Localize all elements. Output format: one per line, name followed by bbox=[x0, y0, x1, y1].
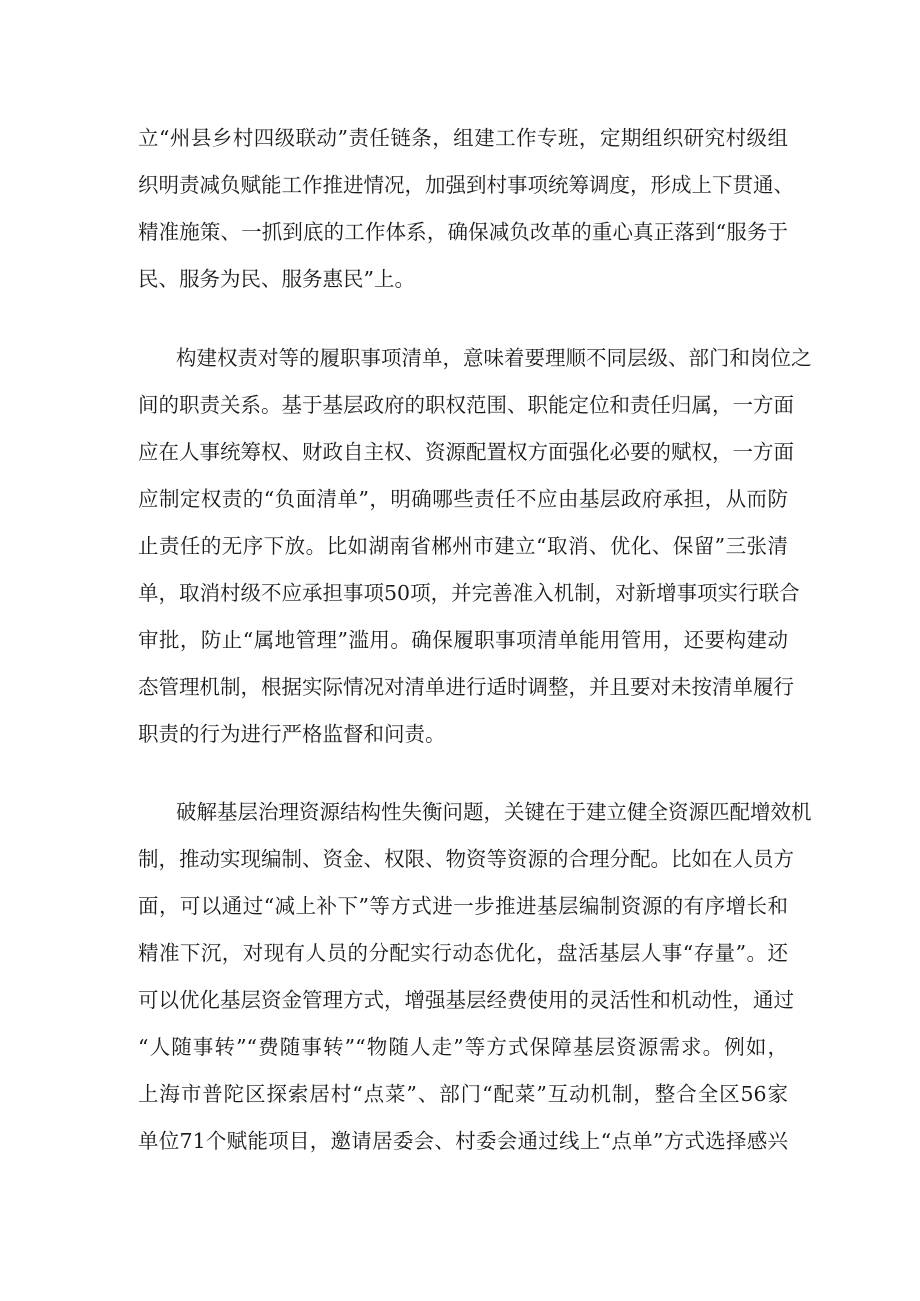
paragraph-line: 面，可以通过“减上补下”等方式进一步推进基层编制资源的有序增长和 bbox=[138, 894, 788, 918]
paragraph-line: 织明责减负赋能工作推进情况，加强到村事项统筹调度，形成上下贯通、 bbox=[138, 173, 794, 197]
paragraph-line: 精准施策、一抓到底的工作体系，确保减负改革的重心真正落到“服务于 bbox=[138, 220, 788, 244]
paragraph-line: 制，推动实现编制、资金、权限、物资等资源的合理分配。比如在人员方 bbox=[138, 847, 794, 871]
paragraph-line: 应制定权责的“负面清单”，明确哪些责任不应由基层政府承担，从而防 bbox=[138, 487, 788, 511]
paragraph-line: 应在人事统筹权、财政自主权、资源配置权方面强化必要的赋权，一方面 bbox=[138, 440, 794, 464]
paragraph-line: 单位71个赋能项目，邀请居委会、村委会通过线上“点单”方式选择感兴 bbox=[138, 1129, 788, 1153]
paragraph-line: 可以优化基层资金管理方式，增强基层经费使用的灵活性和机动性，通过 bbox=[138, 988, 794, 1012]
paragraph-line: 职责的行为进行严格监督和问责。 bbox=[138, 722, 446, 746]
paragraph-line: 破解基层治理资源结构性失衡问题，关键在于建立健全资源匹配增效机 bbox=[176, 800, 812, 824]
paragraph-line: 间的职责关系。基于基层政府的职权范围、职能定位和责任归属，一方面 bbox=[138, 393, 794, 417]
paragraph-line: 审批，防止“属地管理”滥用。确保履职事项清单能用管用，还要构建动 bbox=[138, 628, 788, 652]
paragraph-line: “人随事转”“费随事转”“物随人走”等方式保障基层资源需求。例如， bbox=[138, 1035, 788, 1059]
paragraph-line: 上海市普陀区探索居村“点菜”、部门“配菜”互动机制，整合全区56家 bbox=[138, 1082, 788, 1106]
paragraph-line: 构建权责对等的履职事项清单，意味着要理顺不同层级、部门和岗位之 bbox=[176, 346, 812, 370]
paragraph-line: 民、服务为民、服务惠民”上。 bbox=[138, 267, 415, 291]
paragraph-line: 精准下沉，对现有人员的分配实行动态优化，盘活基层人事“存量”。还 bbox=[138, 941, 788, 965]
paragraph-line: 止责任的无序下放。比如湖南省郴州市建立“取消、优化、保留”三张清 bbox=[138, 534, 788, 558]
paragraph-line: 单，取消村级不应承担事项50项，并完善准入机制，对新增事项实行联合 bbox=[138, 581, 800, 605]
paragraph-line: 态管理机制，根据实际情况对清单进行适时调整，并且要对未按清单履行 bbox=[138, 675, 794, 699]
paragraph-line: 立“州县乡村四级联动”责任链条，组建工作专班，定期组织研究村级组 bbox=[138, 126, 788, 150]
